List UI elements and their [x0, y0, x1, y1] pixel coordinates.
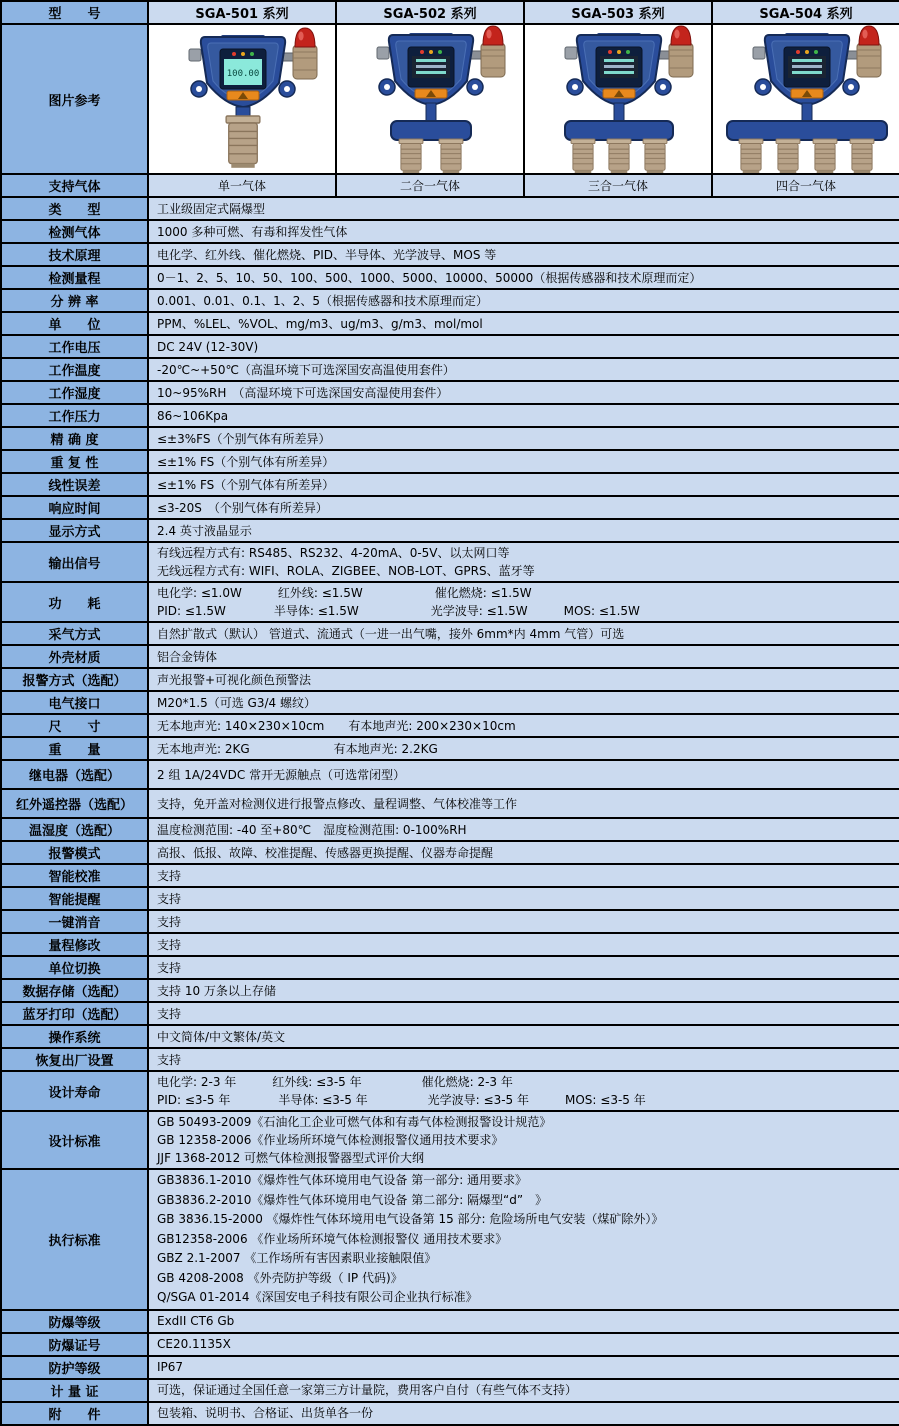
spec-label: 检测气体 [1, 220, 148, 243]
spec-value [148, 1333, 899, 1356]
device-image-sga-501 [149, 25, 336, 173]
spec-label: 工作湿度 [1, 381, 148, 404]
spec-row [1, 197, 899, 220]
spec-value-line: 支持 10 万条以上存储 [157, 983, 276, 998]
spec-value-line: CE20.1135X [157, 1337, 231, 1351]
spec-row [1, 864, 899, 887]
spec-label: 工作压力 [1, 404, 148, 427]
gas-type-value-2: 二合一气体 [336, 174, 524, 197]
sensor-probe [776, 139, 800, 173]
spec-label: 功 耗 [1, 582, 148, 622]
spec-label: 精 确 度 [1, 427, 148, 450]
spec-value [148, 582, 899, 622]
spec-value [148, 473, 899, 496]
spec-row [1, 760, 899, 789]
sensor-probe [571, 139, 595, 173]
spec-value [148, 933, 899, 956]
spec-value-line: 支持，免开盖对检测仪进行报警点修改、量程调整、气体校准等工作 [157, 796, 518, 811]
spec-value [148, 289, 899, 312]
spec-row [1, 381, 899, 404]
spec-label: 外壳材质 [1, 645, 148, 668]
spec-value-line: PID: ≤3-5 年 半导体: ≤3-5 年 光学波导: ≤3-5 年 MOS: ≤3-5 年 [157, 1093, 646, 1107]
spec-value [148, 450, 899, 473]
spec-value [148, 358, 899, 381]
spec-value [148, 910, 899, 933]
spec-row [1, 910, 899, 933]
gas-type-value-1: 单一气体 [148, 174, 336, 197]
spec-label: 计 量 证 [1, 1379, 148, 1402]
spec-value [148, 737, 899, 760]
spec-row [1, 582, 899, 622]
spec-row [1, 473, 899, 496]
spec-value [148, 622, 899, 645]
spec-value-line: 86~106Kpa [157, 408, 229, 423]
spec-value-line: PPM、%LEL、%VOL、mg/m3、ug/m3、g/m3、mol/mol [157, 316, 483, 331]
spec-row [1, 622, 899, 645]
spec-value [148, 1356, 899, 1379]
spec-value [148, 818, 899, 841]
spec-label: 红外遥控器（选配） [1, 789, 148, 818]
spec-value [148, 1048, 899, 1071]
spec-value-line: GB 4208-2008 《外壳防护等级（ IP 代码)》 [157, 1270, 403, 1285]
sensor-probe [850, 139, 874, 173]
spec-row [1, 358, 899, 381]
spec-row [1, 956, 899, 979]
spec-row [1, 933, 899, 956]
device-image-sga-502 [337, 25, 524, 173]
spec-value [148, 789, 899, 818]
model-header-row [1, 1, 899, 24]
spec-value-line: 工业级固定式隔爆型 [157, 201, 266, 216]
spec-value [148, 1002, 899, 1025]
spec-value [148, 1310, 899, 1333]
spec-label: 工作温度 [1, 358, 148, 381]
spec-row [1, 542, 899, 582]
spec-row [1, 1048, 899, 1071]
spec-value-line: 1000 多种可燃、有毒和挥发性气体 [157, 224, 348, 239]
device-image-cell-sga-503 [524, 24, 712, 174]
spec-value [148, 197, 899, 220]
spec-value-line: ExdII CT6 Gb [157, 1314, 235, 1328]
spec-row [1, 841, 899, 864]
spec-value [148, 381, 899, 404]
spec-row [1, 737, 899, 760]
spec-value [148, 691, 899, 714]
spec-value [148, 760, 899, 789]
spec-value [148, 668, 899, 691]
device-screen-reading: 100.00 [226, 69, 260, 79]
spec-label: 智能提醒 [1, 887, 148, 910]
spec-value-line: 支持 [157, 1052, 182, 1067]
spec-label: 类 型 [1, 197, 148, 220]
device-image-sga-504 [713, 25, 899, 173]
spec-label: 采气方式 [1, 622, 148, 645]
spec-row [1, 1071, 899, 1111]
spec-value-line: 可选，保证通过全国任意一家第三方计量院，费用客户自付（有些气体不支持） [157, 1383, 578, 1397]
spec-value-line: GB 12358-2006《作业场所环境气体检测报警仪通用技术要求》 [157, 1133, 504, 1147]
spec-row [1, 450, 899, 473]
image-row [1, 24, 899, 174]
spec-label: 响应时间 [1, 496, 148, 519]
spec-value-line: M20*1.5（可选 G3/4 螺纹） [157, 695, 316, 710]
spec-row [1, 668, 899, 691]
spec-row [1, 1333, 899, 1356]
spec-value-line: 无本地声光: 2KG 有本地声光: 2.2KG [157, 741, 438, 756]
spec-value-line: GB 3836.15-2000 《爆炸性气体环境用电气设备第 15 部分: 危险场所电气安装（煤矿除外）》 [157, 1212, 664, 1226]
spec-value-line: PID: ≤1.5W 半导体: ≤1.5W 光学波导: ≤1.5W MOS: ≤1.5W [157, 604, 640, 618]
spec-value-line: 有线远程方式有: RS485、RS232、4-20mA、0-5V、以太网口等 [157, 546, 510, 560]
device-image-cell-sga-504 [712, 24, 899, 174]
spec-value [148, 1111, 899, 1169]
spec-row [1, 1356, 899, 1379]
spec-value [148, 312, 899, 335]
spec-value-line: 0.001、0.01、0.1、1、2、5（根据传感器和技术原理而定） [157, 293, 489, 308]
spec-value [148, 864, 899, 887]
spec-row [1, 266, 899, 289]
row-label-image: 图片参考 [1, 24, 148, 174]
spec-value [148, 266, 899, 289]
spec-label: 防护等级 [1, 1356, 148, 1379]
spec-row [1, 243, 899, 266]
spec-value-line: 2.4 英寸液晶显示 [157, 523, 252, 538]
sensor-probe [739, 139, 763, 173]
spec-label: 一键消音 [1, 910, 148, 933]
spec-value-line: 2 组 1A/24VDC 常开无源触点（可选常闭型） [157, 767, 406, 782]
spec-row [1, 519, 899, 542]
spec-row [1, 645, 899, 668]
spec-row [1, 1025, 899, 1048]
spec-label: 继电器（选配） [1, 760, 148, 789]
spec-label: 操作系统 [1, 1025, 148, 1048]
spec-label: 恢复出厂设置 [1, 1048, 148, 1071]
device-image-cell-sga-501 [148, 24, 336, 174]
spec-label: 报警模式 [1, 841, 148, 864]
spec-value [148, 1071, 899, 1111]
spec-label: 蓝牙打印（选配） [1, 1002, 148, 1025]
spec-value-line: GB3836.2-2010《爆炸性气体环境用电气设备 第二部分: 隔爆型“d” 》 [157, 1192, 548, 1207]
spec-value-line: 无本地声光: 140×230×10cm 有本地声光: 200×230×10cm [157, 718, 516, 733]
spec-row [1, 496, 899, 519]
spec-value [148, 335, 899, 358]
spec-value [148, 1379, 899, 1402]
spec-value-line: 温度检测范围: -40 至+80℃ 湿度检测范围: 0-100%RH [157, 822, 467, 837]
spec-value-line: 自然扩散式（默认） 管道式、流通式（一进一出气嘴，接外 6mm*内 4mm 气管）可选 [157, 626, 625, 641]
spec-label: 智能校准 [1, 864, 148, 887]
spec-row [1, 789, 899, 818]
spec-label: 工作电压 [1, 335, 148, 358]
spec-row [1, 404, 899, 427]
sensor-probe [643, 139, 667, 173]
spec-label: 重 量 [1, 737, 148, 760]
spec-value [148, 1402, 899, 1425]
spec-value-line: 铝合金铸体 [157, 649, 218, 664]
spec-value-line: ≤±1% FS（个别气体有所差异） [157, 477, 335, 492]
spec-value [148, 243, 899, 266]
spec-row [1, 289, 899, 312]
spec-value-line: 电化学: ≤1.0W 红外线: ≤1.5W 催化燃烧: ≤1.5W [157, 586, 532, 600]
spec-value-line: 支持 [157, 914, 182, 929]
spec-value-line: DC 24V (12-30V) [157, 339, 259, 354]
spec-label: 输出信号 [1, 542, 148, 582]
spec-label: 分 辨 率 [1, 289, 148, 312]
spec-value-line: 0－1、2、5、10、50、100、500、1000、5000、10000、50000（根据传感器和技术原理而定） [157, 270, 702, 285]
spec-row [1, 1310, 899, 1333]
spec-value-line: GB3836.1-2010《爆炸性气体环境用电气设备 第一部分: 通用要求》 [157, 1173, 528, 1187]
sensor-probe [439, 139, 463, 173]
spec-value-line: 支持 [157, 868, 182, 883]
spec-row [1, 427, 899, 450]
spec-value-line: 支持 [157, 891, 182, 906]
model-name-sga-504: SGA-504 系列 [712, 1, 899, 24]
spec-value-line: 电化学、红外线、催化燃烧、PID、半导体、光学波导、MOS 等 [157, 247, 497, 262]
spec-row [1, 1111, 899, 1169]
spec-row [1, 1402, 899, 1425]
spec-value-line: ≤3-20S （个别气体有所差异） [157, 500, 328, 515]
spec-value [148, 519, 899, 542]
sensor-probe [813, 139, 837, 173]
spec-label: 防爆等级 [1, 1310, 148, 1333]
spec-row [1, 1379, 899, 1402]
manifold-bar [727, 121, 887, 140]
spec-value-line: 电化学: 2-3 年 红外线: ≤3-5 年 催化燃烧: 2-3 年 [157, 1075, 513, 1089]
spec-value [148, 496, 899, 519]
spec-value-line: IP67 [157, 1360, 184, 1374]
spec-label: 温湿度（选配） [1, 818, 148, 841]
spec-value [148, 220, 899, 243]
spec-label: 量程修改 [1, 933, 148, 956]
spec-label: 电气接口 [1, 691, 148, 714]
spec-label: 执行标准 [1, 1169, 148, 1310]
spec-label: 技术原理 [1, 243, 148, 266]
spec-value-line: 中文简体/中文繁体/英文 [157, 1029, 286, 1044]
spec-row [1, 691, 899, 714]
spec-label: 线性误差 [1, 473, 148, 496]
spec-value-line: GBZ 2.1-2007 《工作场所有害因素职业接触限值》 [157, 1251, 437, 1265]
device-image-cell-sga-502 [336, 24, 524, 174]
spec-label: 报警方式（选配） [1, 668, 148, 691]
spec-value [148, 1169, 899, 1310]
spec-value-line: 支持 [157, 937, 182, 952]
spec-row [1, 818, 899, 841]
spec-label: 显示方式 [1, 519, 148, 542]
spec-value [148, 1025, 899, 1048]
spec-value-line: GB 50493-2009《石油化工企业可燃气体和有毒气体检测报警设计规范》 [157, 1115, 552, 1129]
spec-value-line: 声光报警+可视化颜色预警法 [157, 672, 312, 687]
gas-type-value-3: 三合一气体 [524, 174, 712, 197]
spec-row [1, 887, 899, 910]
manifold-bar [565, 121, 673, 140]
spec-row [1, 979, 899, 1002]
spec-row [1, 714, 899, 737]
sensor-probe [399, 139, 423, 173]
model-name-sga-501: SGA-501 系列 [148, 1, 336, 24]
model-name-sga-503: SGA-503 系列 [524, 1, 712, 24]
spec-value-line: Q/SGA 01-2014《深国安电子科技有限公司企业执行标准》 [157, 1290, 478, 1304]
spec-value-line: 支持 [157, 1006, 182, 1021]
spec-value-line: ≤±1% FS（个别气体有所差异） [157, 454, 335, 469]
spec-value-line: -20℃~+50℃（高温环境下可选深国安高温使用套件） [157, 362, 455, 377]
spec-label: 设计寿命 [1, 1071, 148, 1111]
spec-row [1, 220, 899, 243]
sensor-probe [226, 116, 260, 168]
spec-value-line: JJF 1368-2012 可燃气体检测报警器型式评价大纲 [157, 1151, 425, 1165]
spec-row [1, 1002, 899, 1025]
spec-value [148, 404, 899, 427]
spec-value [148, 956, 899, 979]
spec-value [148, 887, 899, 910]
spec-label: 设计标准 [1, 1111, 148, 1169]
gas-type-value-4: 四合一气体 [712, 174, 899, 197]
spec-value [148, 841, 899, 864]
spec-value [148, 427, 899, 450]
spec-label: 检测量程 [1, 266, 148, 289]
spec-label: 重 复 性 [1, 450, 148, 473]
spec-label: 单位切换 [1, 956, 148, 979]
spec-row [1, 1169, 899, 1310]
spec-value-line: ≤±3%FS（个别气体有所差异） [157, 431, 331, 446]
spec-value-line: GB12358-2006 《作业场所环境气体检测报警仪 通用技术要求》 [157, 1231, 508, 1246]
spec-label: 单 位 [1, 312, 148, 335]
sensor-probe [607, 139, 631, 173]
spec-value-line: 无线远程方式有: WIFI、ROLA、ZIGBEE、NOB-LOT、GPRS、蓝牙等 [157, 564, 535, 578]
spec-label: 附 件 [1, 1402, 148, 1425]
row-label-gas: 支持气体 [1, 174, 148, 197]
spec-label: 尺 寸 [1, 714, 148, 737]
spec-value-line: 10~95%RH （高湿环境下可选深国安高湿使用套件） [157, 385, 449, 400]
spec-value [148, 979, 899, 1002]
model-name-sga-502: SGA-502 系列 [336, 1, 524, 24]
spec-label: 防爆证号 [1, 1333, 148, 1356]
manifold-bar [391, 121, 471, 140]
spec-value-line: 高报、低报、故障、校准提醒、传感器更换提醒、仪器寿命提醒 [157, 845, 494, 860]
spec-value [148, 542, 899, 582]
spec-value-line: 支持 [157, 960, 182, 975]
gas-type-row [1, 174, 899, 197]
spec-label: 数据存储（选配） [1, 979, 148, 1002]
spec-value [148, 714, 899, 737]
spec-row [1, 335, 899, 358]
spec-value [148, 645, 899, 668]
spec-value-line: 包装箱、说明书、合格证、出货单各一份 [157, 1406, 374, 1420]
row-label-model: 型 号 [1, 1, 148, 24]
device-image-sga-503 [525, 25, 712, 173]
spec-row [1, 312, 899, 335]
